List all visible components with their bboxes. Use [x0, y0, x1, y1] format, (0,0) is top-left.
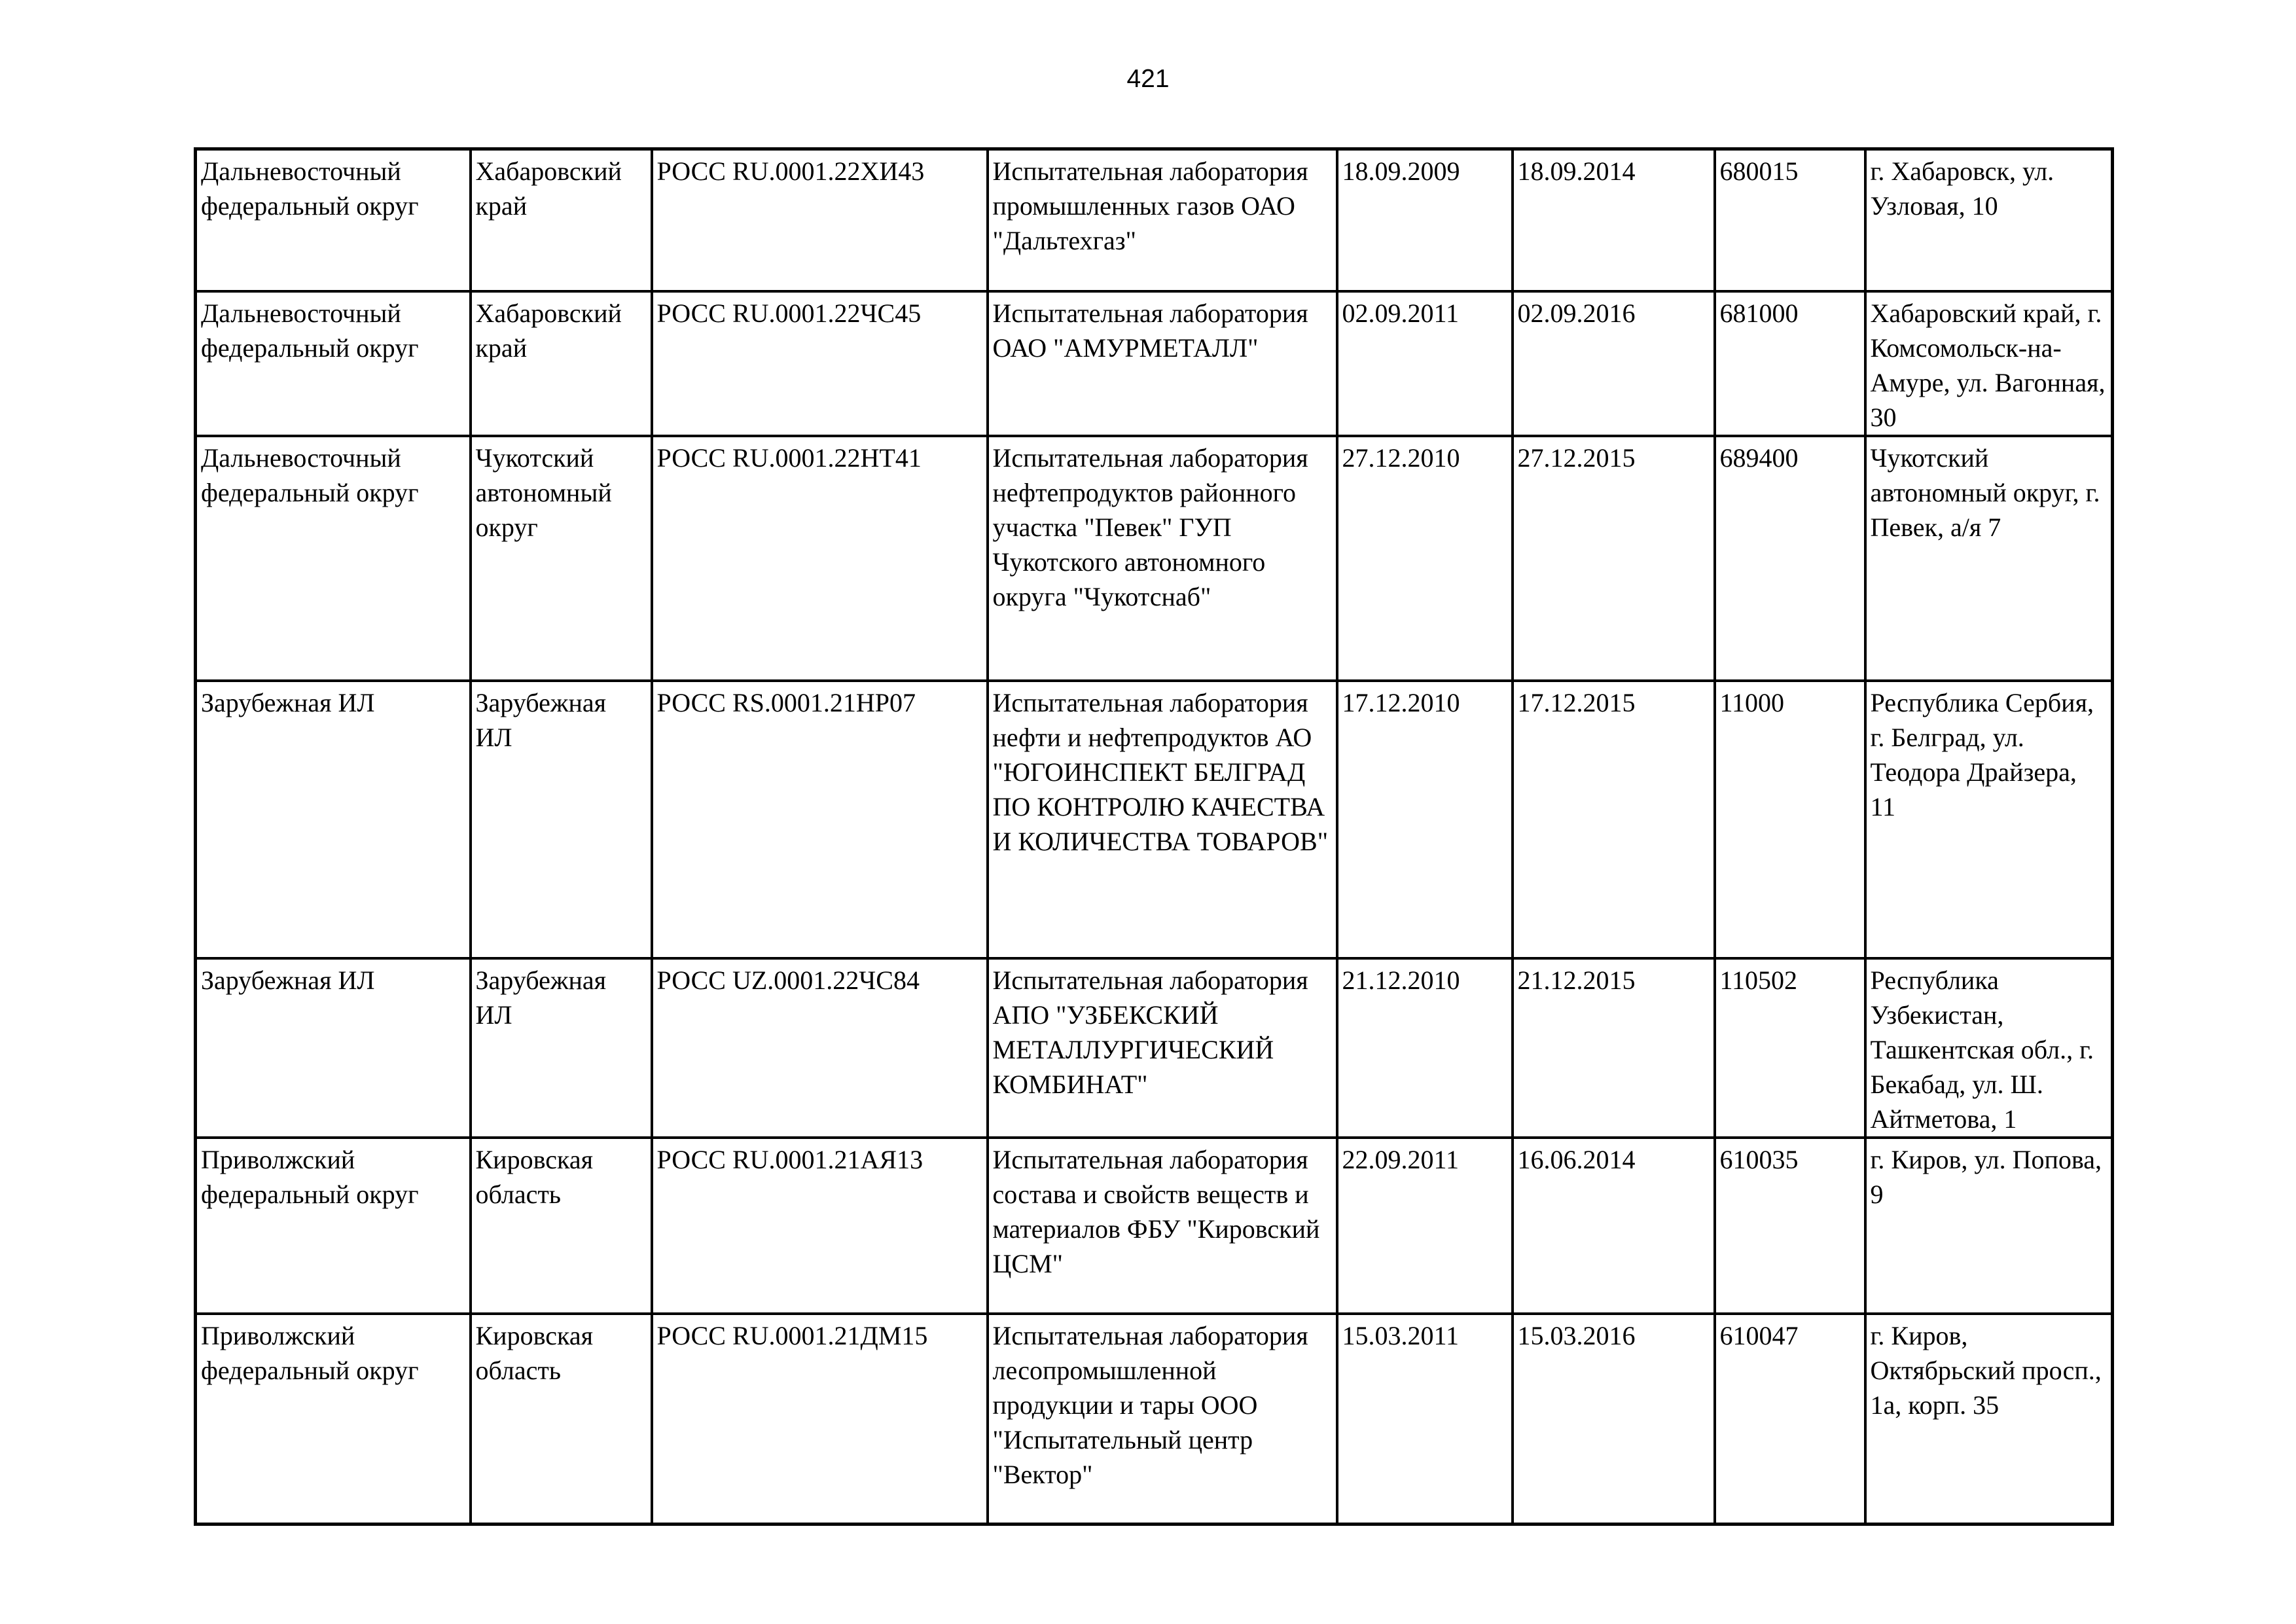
postcode-cell-text: 681000: [1719, 298, 1799, 328]
postcode-cell-text: 689400: [1719, 443, 1799, 473]
federal-district-cell-text: Приволжский федеральный округ: [201, 1145, 419, 1209]
postcode-cell: [1715, 149, 1865, 292]
address-cell-text: г. Хабаровск, ул. Узловая, 10: [1870, 156, 2054, 221]
laboratory-name-cell-text: Испытательная лаборатория состава и свойств веществ и материалов ФБУ "Кировский ЦСМ": [992, 1145, 1320, 1278]
issue-date-cell-text: 15.03.2011: [1342, 1321, 1460, 1350]
expiry-date-cell: [1513, 149, 1715, 292]
region-cell-text: Чукотский автономный округ: [475, 443, 612, 542]
laboratory-name-cell: [988, 436, 1337, 681]
address-cell: [1865, 436, 2113, 681]
laboratory-name-cell: [988, 958, 1337, 1138]
expiry-date-cell-text: 18.09.2014: [1517, 156, 1636, 186]
address-cell: [1865, 681, 2113, 958]
laboratory-name-cell-text: Испытательная лаборатория нефтепродуктов районного участка "Певек" ГУП Чукотского автономного округа "Чукотснаб": [992, 443, 1308, 611]
table-row: [196, 681, 2113, 958]
expiry-date-cell-text: 17.12.2015: [1517, 688, 1636, 717]
postcode-cell-text: 11000: [1719, 688, 1785, 717]
certificate-number-cell: [652, 1138, 988, 1314]
region-cell-text: Зарубежная ИЛ: [475, 965, 607, 1030]
expiry-date-cell-text: 02.09.2016: [1517, 298, 1636, 328]
page-number: 421: [1126, 65, 1170, 93]
federal-district-cell: [196, 149, 471, 292]
address-cell-text: Чукотский автономный округ, г. Певек, а/я 7: [1870, 443, 2100, 542]
federal-district-cell: [196, 436, 471, 681]
expiry-date-cell: [1513, 436, 1715, 681]
region-cell-text: Кировская область: [475, 1321, 593, 1385]
federal-district-cell: [196, 681, 471, 958]
region-cell-text: Кировская область: [475, 1145, 593, 1209]
certificate-number-cell-text: РОСС RU.0001.22ЧС45: [656, 298, 922, 328]
table-row: [196, 436, 2113, 681]
postcode-cell-text: 610047: [1719, 1321, 1799, 1350]
postcode-cell-text: 610035: [1719, 1145, 1799, 1174]
federal-district-cell-text: Дальневосточный федеральный округ: [201, 156, 419, 221]
table-row: [196, 291, 2113, 436]
postcode-cell: [1715, 291, 1865, 436]
address-cell-text: Хабаровский край, г. Комсомольск-на-Амуре, ул. Вагонная, 30: [1870, 298, 2106, 432]
address-cell: [1865, 958, 2113, 1138]
region-cell: [471, 1314, 652, 1525]
region-cell: [471, 681, 652, 958]
federal-district-cell-text: Зарубежная ИЛ: [201, 965, 375, 995]
region-cell-text: Хабаровский край: [475, 156, 622, 221]
region-cell-text: Хабаровский край: [475, 298, 622, 363]
issue-date-cell-text: 17.12.2010: [1342, 688, 1460, 717]
postcode-cell-text: 110502: [1719, 965, 1798, 995]
laboratory-name-cell: [988, 681, 1337, 958]
postcode-cell: [1715, 1138, 1865, 1314]
certificate-number-cell-text: РОСС RS.0001.21НР07: [656, 688, 916, 717]
federal-district-cell: [196, 291, 471, 436]
address-cell: [1865, 1314, 2113, 1525]
expiry-date-cell: [1513, 291, 1715, 436]
expiry-date-cell-text: 15.03.2016: [1517, 1321, 1636, 1350]
federal-district-cell-text: Дальневосточный федеральный округ: [201, 443, 419, 507]
laboratory-name-cell: [988, 1138, 1337, 1314]
issue-date-cell-text: 27.12.2010: [1342, 443, 1460, 473]
certificate-number-cell: [652, 1314, 988, 1525]
postcode-cell: [1715, 436, 1865, 681]
federal-district-cell-text: Дальневосточный федеральный округ: [201, 298, 419, 363]
certificate-number-cell-text: РОСС RU.0001.22НТ41: [656, 443, 922, 473]
issue-date-cell-text: 21.12.2010: [1342, 965, 1460, 995]
issue-date-cell-text: 22.09.2011: [1342, 1145, 1460, 1174]
table-row: [196, 958, 2113, 1138]
issue-date-cell: [1337, 681, 1513, 958]
certificate-number-cell-text: РОСС RU.0001.22ХИ43: [656, 156, 925, 186]
federal-district-cell-text: Приволжский федеральный округ: [201, 1321, 419, 1385]
certificate-number-cell: [652, 149, 988, 292]
postcode-cell: [1715, 1314, 1865, 1525]
federal-district-cell: [196, 958, 471, 1138]
issue-date-cell: [1337, 1138, 1513, 1314]
laboratory-name-cell-text: Испытательная лаборатория нефти и нефтепродуктов АО "ЮГОИНСПЕКТ БЕЛГРАД ПО КОНТРОЛЮ КАЧЕСТВА И КОЛИЧЕСТВА ТОВАРОВ": [992, 688, 1329, 856]
expiry-date-cell-text: 27.12.2015: [1517, 443, 1636, 473]
region-cell: [471, 291, 652, 436]
federal-district-cell: [196, 1314, 471, 1525]
region-cell: [471, 436, 652, 681]
federal-district-cell: [196, 1138, 471, 1314]
issue-date-cell: [1337, 1314, 1513, 1525]
postcode-cell-text: 680015: [1719, 156, 1799, 186]
address-cell-text: г. Киров, ул. Попова, 9: [1870, 1145, 2102, 1209]
postcode-cell: [1715, 958, 1865, 1138]
registry-body: [196, 149, 2113, 1525]
certificate-number-cell-text: РОСС RU.0001.21АЯ13: [656, 1145, 924, 1174]
laboratory-name-cell-text: Испытательная лаборатория ОАО "АМУРМЕТАЛЛ": [992, 298, 1308, 363]
region-cell-text: Зарубежная ИЛ: [475, 688, 607, 752]
laboratory-name-cell-text: Испытательная лаборатория АПО "УЗБЕКСКИЙ МЕТАЛЛУРГИЧЕСКИЙ КОМБИНАТ": [992, 965, 1308, 1099]
certificate-number-cell: [652, 958, 988, 1138]
issue-date-cell: [1337, 291, 1513, 436]
laboratory-name-cell: [988, 1314, 1337, 1525]
issue-date-cell: [1337, 436, 1513, 681]
laboratory-registry-table: [194, 147, 2114, 1526]
address-cell-text: Республика Узбекистан, Ташкентская обл., г. Бекабад, ул. Ш. Айтметова, 1: [1870, 965, 2094, 1134]
address-cell: [1865, 1138, 2113, 1314]
region-cell: [471, 149, 652, 292]
expiry-date-cell: [1513, 1314, 1715, 1525]
region-cell: [471, 958, 652, 1138]
certificate-number-cell-text: РОСС UZ.0001.22ЧС84: [656, 965, 920, 995]
laboratory-name-cell-text: Испытательная лаборатория промышленных газов ОАО "Дальтехгаз": [992, 156, 1308, 255]
issue-date-cell: [1337, 149, 1513, 292]
issue-date-cell: [1337, 958, 1513, 1138]
address-cell: [1865, 149, 2113, 292]
expiry-date-cell: [1513, 681, 1715, 958]
expiry-date-cell: [1513, 1138, 1715, 1314]
certificate-number-cell: [652, 291, 988, 436]
table-row: [196, 1314, 2113, 1525]
expiry-date-cell: [1513, 958, 1715, 1138]
laboratory-name-cell-text: Испытательная лаборатория лесопромышленной продукции и тары ООО "Испытательный центр "Вектор": [992, 1321, 1308, 1489]
address-cell-text: г. Киров, Октябрьский просп., 1а, корп. 35: [1870, 1321, 2102, 1420]
laboratory-name-cell: [988, 149, 1337, 292]
laboratory-name-cell: [988, 291, 1337, 436]
address-cell: [1865, 291, 2113, 436]
certificate-number-cell-text: РОСС RU.0001.21ДМ15: [656, 1321, 928, 1350]
expiry-date-cell-text: 21.12.2015: [1517, 965, 1636, 995]
table-row: [196, 149, 2113, 292]
table-row: [196, 1138, 2113, 1314]
address-cell-text: Республика Сербия, г. Белград, ул. Теодора Драйзера, 11: [1870, 688, 2094, 821]
certificate-number-cell: [652, 681, 988, 958]
federal-district-cell-text: Зарубежная ИЛ: [201, 688, 375, 717]
certificate-number-cell: [652, 436, 988, 681]
expiry-date-cell-text: 16.06.2014: [1517, 1145, 1636, 1174]
issue-date-cell-text: 18.09.2009: [1342, 156, 1460, 186]
region-cell: [471, 1138, 652, 1314]
postcode-cell: [1715, 681, 1865, 958]
issue-date-cell-text: 02.09.2011: [1342, 298, 1460, 328]
